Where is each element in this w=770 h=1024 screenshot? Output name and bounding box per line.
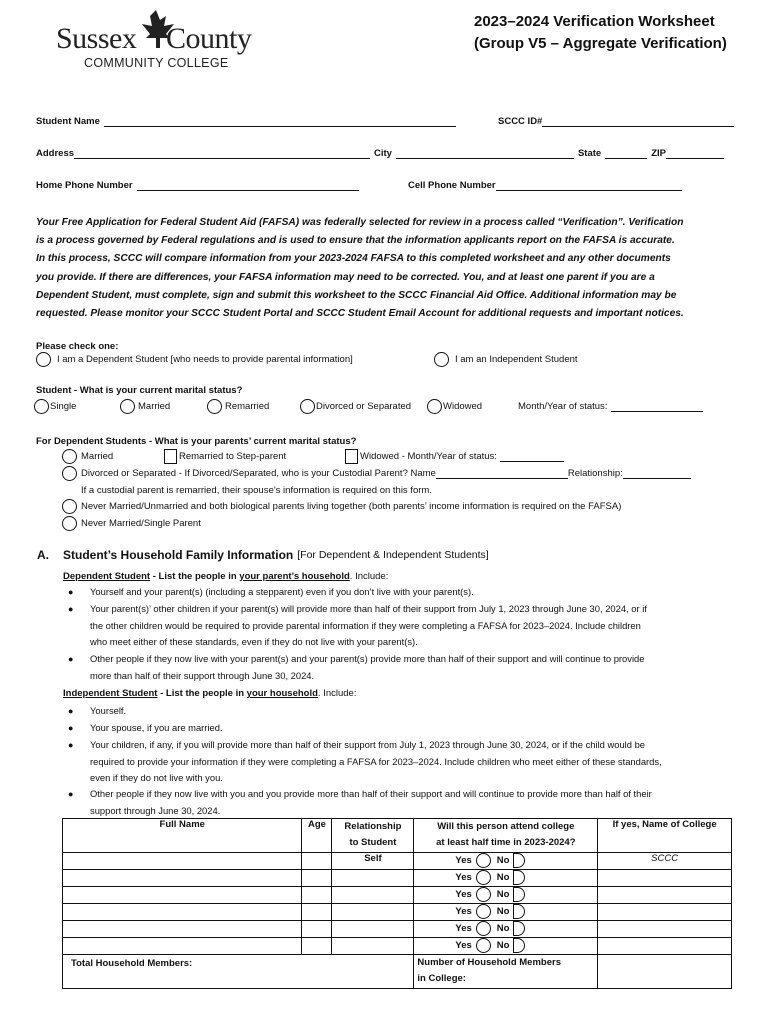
student-name-label: Student Name [36,116,100,127]
bullet: ● [68,723,74,733]
name-cell[interactable] [63,853,302,870]
bullet: ● [68,654,74,664]
home-phone-label: Home Phone Number [36,180,133,191]
remarried-label: Remarried [225,401,270,412]
college-members-line: in College: [417,973,466,984]
parents-widowed-checkbox[interactable] [345,449,358,464]
never-married-both-label: Never Married/Unmarried and both biological parents living together (both parents’ income information is required on the FAFSA) [81,501,622,512]
section-a-title: Student’s Household Family Information [63,548,294,562]
custodial-name-field[interactable] [436,469,568,479]
bullet: ● [68,604,74,614]
attend-cell [414,887,598,904]
logo-subtitle: COMMUNITY COLLEGE [84,56,229,70]
section-a-heading [37,548,489,562]
relationship-cell[interactable] [332,938,414,955]
bullet: ● [68,740,74,750]
dependent-radio[interactable] [36,352,51,367]
never-married-single-label: Never Married/Single Parent [81,518,201,529]
table-row [63,887,732,904]
bullet: ● [68,706,74,716]
relationship-field[interactable] [623,469,691,479]
parents-remarried-checkbox[interactable] [164,449,177,464]
no-label: No [496,906,510,917]
remarried-radio[interactable] [207,399,222,414]
age-cell[interactable] [302,938,332,955]
table-totals-row [63,955,732,989]
age-cell[interactable] [302,853,332,870]
widowed-radio[interactable] [427,399,442,414]
college-cell[interactable] [598,870,732,887]
parents-divorced-radio[interactable] [62,466,77,481]
custodial-note: If a custodial parent is remarried, their spouse’s information is required on this form. [81,485,432,496]
sccc-id-label: SCCC ID# [498,116,543,127]
state-field[interactable] [605,149,647,159]
city-label: City [374,148,392,159]
college-members-cell[interactable] [414,955,598,989]
attend-cell [414,870,598,887]
table-row [63,904,732,921]
yes-label: Yes [455,940,472,951]
month-year-field[interactable] [611,402,703,412]
name-cell[interactable] [63,938,302,955]
month-year-label: Month/Year of status: [518,401,608,412]
relationship-cell[interactable] [332,904,414,921]
married-radio[interactable] [120,399,135,414]
no-radio[interactable] [513,853,525,868]
city-field[interactable] [396,149,574,159]
ind-bullet-1: Yourself. [90,705,127,716]
home-phone-field[interactable] [137,181,359,191]
attend-cell [414,938,598,955]
sccc-id-field[interactable] [542,117,734,127]
widowed-label: Widowed [443,401,483,412]
dep-intro-include: . Include: [349,571,389,582]
table-row [63,921,732,938]
single-radio[interactable] [34,399,49,414]
relationship-label: Relationship: [567,468,623,479]
yes-radio[interactable] [476,887,491,902]
college-cell[interactable] [598,904,732,921]
yes-radio[interactable] [476,904,491,919]
parents-heading: For Dependent Students - What is your parents’ current marital status? [36,436,357,447]
attend-cell [414,904,598,921]
worksheet-subtitle: (Group V5 – Aggregate Verification) [474,35,727,52]
zip-label: ZIP [651,148,666,159]
dep-bullet-2-line: Your parent(s)’ other children if your parent(s) will provide more than half of their support from July 1, 2023 through June 30, 2024, or if [90,603,647,614]
col-full-name: Full Name [63,819,302,853]
section-a-subtitle: [For Dependent & Independent Students] [297,549,489,561]
no-radio[interactable] [513,870,525,885]
no-label: No [496,855,510,866]
ind-bullet-4-line: support through June 30, 2024. [90,804,221,816]
worksheet-title: 2023–2024 Verification Worksheet [474,13,715,30]
address-field[interactable] [74,149,370,159]
no-label: No [496,889,510,900]
col-relationship-line: to Student [349,837,397,848]
table-row [63,870,732,887]
logo-county: County [166,22,252,55]
ind-bullet-3-line: even if they do not live with you. [90,772,223,783]
divorced-radio[interactable] [300,399,315,414]
col-attend-line: Will this person attend college [437,821,575,832]
parents-widowed-label: Widowed - Month/Year of status: [360,451,497,462]
cell-phone-label: Cell Phone Number [408,180,496,191]
age-cell[interactable] [302,904,332,921]
relationship-cell: Self [332,853,414,870]
table-header-row [63,819,732,853]
dep-intro-dash: - List the people in [150,571,240,582]
no-label: No [496,940,510,951]
yes-label: Yes [455,889,472,900]
parents-widowed-date-field[interactable] [500,452,564,462]
ind-bullet-3-line: required to provide your information if they were completing a FAFSA for 2023–2024. Include children who meet either of these standards, [90,755,662,767]
yes-radio[interactable] [476,870,491,885]
never-married-single-radio[interactable] [62,516,77,531]
marital-heading: Student - What is your current marital status? [36,385,243,396]
ind-intro-dash: - List the people in [157,688,247,699]
ind-bullet-2: Your spouse, if you are married. [90,722,223,733]
ind-bullet-4-line: Other people if they now live with you and you provide more than half of their support and will continue to provide more than half of their [90,788,652,799]
parents-remarried-label: Remarried to Step-parent [179,451,287,462]
total-members-label: Total Household Members: [71,958,193,969]
col-attend-line: at least half time in 2023-2024? [436,837,576,848]
household-table [62,818,732,989]
bullet: ● [68,789,74,799]
dependent-student-label: Dependent Student [63,571,151,582]
ind-bullet-4 [90,786,730,819]
college-members-value-cell[interactable] [598,955,732,989]
bullet: ● [68,587,74,597]
parents-married-label: Married [81,451,114,462]
relationship-cell[interactable] [332,921,414,938]
cell-phone-field[interactable] [496,181,682,191]
yes-label: Yes [455,872,472,883]
college-cell[interactable] [598,921,732,938]
college-members-line: Number of Household Members [417,957,561,968]
state-label: State [577,148,602,159]
name-cell[interactable] [63,921,302,938]
col-age: Age [302,819,332,853]
col-relationship-line: Relationship [344,821,402,832]
name-cell[interactable] [63,904,302,921]
name-cell[interactable] [63,887,302,904]
no-radio[interactable] [513,887,525,902]
age-cell[interactable] [302,921,332,938]
college-logo [56,8,271,70]
no-radio[interactable] [513,904,525,919]
no-label: No [496,872,510,883]
college-cell: SCCC [598,853,732,870]
dep-intro-household: your parent’s household [239,571,350,582]
status-heading: Please check one: [36,341,119,352]
dep-bullet-2-line: who meet either of these standards, even if they do not live with your parent(s). [90,636,418,647]
dep-bullet-3-line: Other people if they now live with your parent(s) and your parent(s) provide more than half of their support and will continue to provide [90,653,645,664]
independent-student-label: Independent Student [63,688,158,699]
dep-bullet-3-line: more than half of their support through June 30, 2024. [90,669,315,681]
college-cell[interactable] [598,887,732,904]
dep-bullet-2-line: the other children would be required to provide parental information if they were completing a FAFSA for 2023–2024. Include children [90,619,641,631]
yes-radio[interactable] [476,938,491,953]
table-row [63,938,732,955]
never-married-both-radio[interactable] [62,499,77,514]
ind-bullet-3-line: Your children, if any, if you will provide more than half of their support from July 1, 2023 through June 30, 2024, or if the child would be [90,739,646,750]
yes-label: Yes [455,906,472,917]
age-cell[interactable] [302,887,332,904]
intro-line: you provide. If there are differences, your FAFSA information may need to be corrected. You, and at least one parent if you are a [36,271,655,283]
col-attend [414,819,598,853]
dep-bullet-2 [90,601,730,651]
dep-bullet-1: Yourself and your parent(s) (including a stepparent) even if you don’t live with your parent(s). [90,586,474,597]
yes-radio[interactable] [476,853,491,868]
college-cell[interactable] [598,938,732,955]
single-label: Single [50,401,77,412]
dep-bullet-3 [90,651,730,684]
intro-line: Dependent Student, must complete, sign and submit this worksheet to the SCCC Financial Aid Office. Additional information may be [36,289,677,301]
intro-line: In this process, SCCC will compare information from your 2023-2024 FAFSA to this completed worksheet and any other documents [36,253,671,265]
logo-sussex: Sussex [56,22,137,55]
attend-cell [414,853,598,870]
intro-paragraph [36,214,736,323]
section-a-letter: A. [37,548,49,562]
col-college: If yes, Name of College [598,819,732,853]
yes-label: Yes [455,923,472,934]
yes-label: Yes [455,855,472,866]
no-label: No [496,923,510,934]
age-cell[interactable] [302,870,332,887]
intro-line: Your Free Application for Federal Student Aid (FAFSA) was federally selected for review in a process called “Verification”. Verification [36,217,684,228]
married-label: Married [138,401,171,412]
relationship-cell[interactable] [332,870,414,887]
ind-intro-household: your household [246,688,318,699]
dependent-label: I am a Dependent Student [who needs to provide parental information] [57,354,353,365]
no-radio[interactable] [513,921,525,936]
attend-cell [414,921,598,938]
total-members-cell[interactable] [63,955,414,989]
col-relationship [332,819,414,853]
no-radio[interactable] [513,938,525,953]
ind-bullet-3 [90,737,730,787]
yes-radio[interactable] [476,921,491,936]
zip-field[interactable] [666,149,724,159]
independent-label: I am an Independent Student [455,354,578,365]
student-name-field[interactable] [104,117,456,127]
divorced-label: Divorced or Separated [316,401,412,412]
intro-line: is a process governed by Federal regulations and is used to ensure that the information applicants report on the FAFSA is accurate. [36,235,675,247]
intro-line: requested. Please monitor your SCCC Student Portal and SCCC Student Email Account for additional requests and important notices. [36,308,684,320]
ind-intro-include: . Include: [317,688,357,699]
address-label: Address [36,148,75,159]
relationship-cell[interactable] [332,887,414,904]
table-row [63,853,732,870]
parents-divorced-label: Divorced or Separated - If Divorced/Separated, who is your Custodial Parent? Name [81,468,436,479]
name-cell[interactable] [63,870,302,887]
independent-radio[interactable] [434,352,449,367]
parents-married-radio[interactable] [62,449,77,464]
